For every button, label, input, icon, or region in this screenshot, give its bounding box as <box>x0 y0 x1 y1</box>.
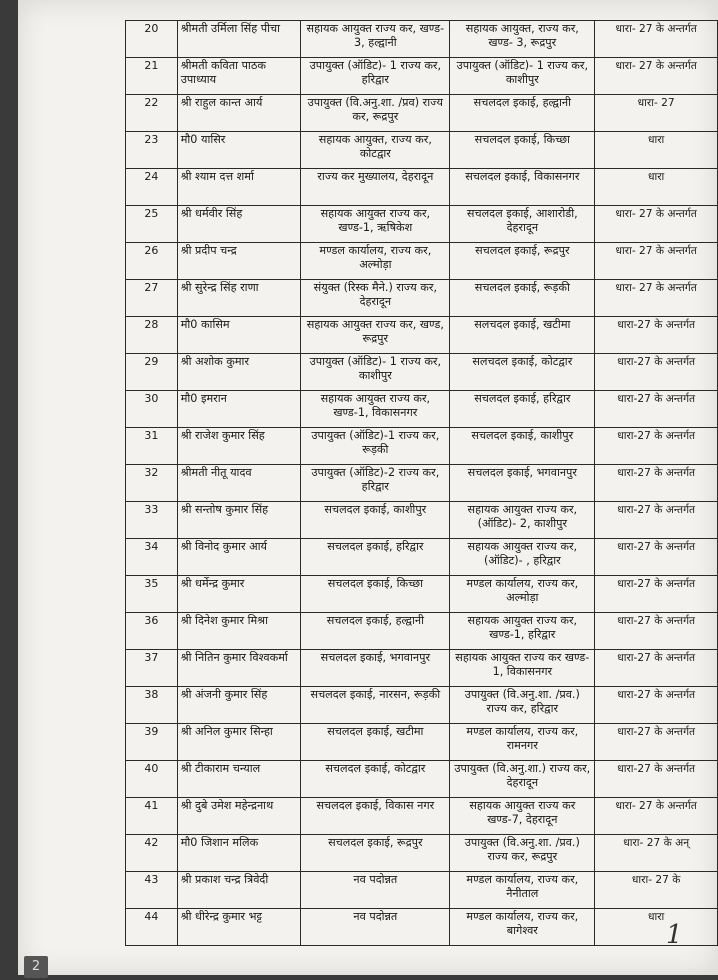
current-posting-cell: उपायुक्त (वि.अनु.शा. /प्रव) राज्य कर, रूद्रपुर <box>301 95 450 132</box>
serial-number-cell: 42 <box>126 835 178 872</box>
page-number: 2 <box>24 956 48 978</box>
current-posting-cell: मण्डल कार्यालय, राज्य कर, अल्मोड़ा <box>301 243 450 280</box>
rule-cell: धारा- 27 के अन्तर्गत <box>595 243 718 280</box>
new-posting-cell: सचलदल इकाई, विकासनगर <box>450 169 595 206</box>
new-posting-cell: सचलदल इकाई, रूड़की <box>450 280 595 317</box>
table-row <box>126 391 718 428</box>
employee-name-cell: श्री धर्मेन्द्र कुमार <box>177 576 301 613</box>
rule-cell: धारा-27 के अन्तर्गत <box>595 576 718 613</box>
new-posting-cell: सचलदल इकाई, हल्द्वानी <box>450 95 595 132</box>
current-posting-cell: सचलदल इकाई, किच्छा <box>301 576 450 613</box>
new-posting-cell: मण्डल कार्यालय, राज्य कर, बागेश्वर <box>450 909 595 946</box>
table-row <box>126 428 718 465</box>
table-row <box>126 613 718 650</box>
table-row <box>126 21 718 58</box>
current-posting-cell: नव पदोन्नत <box>301 872 450 909</box>
new-posting-cell: सहायक आयुक्त राज्य कर खण्ड-7, देहरादून <box>450 798 595 835</box>
new-posting-cell: सहायक आयुक्त राज्य कर, (ऑडिट)- 2, काशीपुर <box>450 502 595 539</box>
serial-number-cell: 23 <box>126 132 178 169</box>
transfer-table <box>125 20 718 946</box>
rule-cell: धारा-27 के अन्तर्गत <box>595 687 718 724</box>
current-posting-cell: सचलदल इकाई, भगवानपुर <box>301 650 450 687</box>
employee-name-cell: श्री दिनेश कुमार मिश्रा <box>177 613 301 650</box>
table-row <box>126 761 718 798</box>
employee-name-cell: श्री राहुल कान्त आर्य <box>177 95 301 132</box>
serial-number-cell: 36 <box>126 613 178 650</box>
employee-name-cell: श्रीमती उर्मिला सिंह पीचा <box>177 21 301 58</box>
current-posting-cell: सचलदल इकाई, हरिद्वार <box>301 539 450 576</box>
serial-number-cell: 43 <box>126 872 178 909</box>
table-row <box>126 650 718 687</box>
current-posting-cell: उपायुक्त (ऑडिट)-2 राज्य कर, हरिद्वार <box>301 465 450 502</box>
rule-cell: धारा <box>595 169 718 206</box>
rule-cell: धारा- 27 के अन्तर्गत <box>595 21 718 58</box>
transfer-table-body <box>126 21 718 946</box>
serial-number-cell: 40 <box>126 761 178 798</box>
table-row <box>126 724 718 761</box>
table-row <box>126 576 718 613</box>
current-posting-cell: उपायुक्त (ऑडिट)- 1 राज्य कर, काशीपुर <box>301 354 450 391</box>
table-row <box>126 465 718 502</box>
rule-cell: धारा-27 के अन्तर्गत <box>595 465 718 502</box>
table-row <box>126 539 718 576</box>
current-posting-cell: सहायक आयुक्त राज्य कर, खण्ड-1, ऋषिकेश <box>301 206 450 243</box>
new-posting-cell: मण्डल कार्यालय, राज्य कर, रामनगर <box>450 724 595 761</box>
employee-name-cell: श्रीमती कविता पाठक उपाध्याय <box>177 58 301 95</box>
rule-cell: धारा-27 के अन्तर्गत <box>595 428 718 465</box>
current-posting-cell: उपायुक्त (ऑडिट)-1 राज्य कर, रूड़की <box>301 428 450 465</box>
rule-cell: धारा- 27 के <box>595 872 718 909</box>
table-row <box>126 206 718 243</box>
employee-name-cell: श्री धर्मवीर सिंह <box>177 206 301 243</box>
new-posting-cell: उपायुक्त (वि.अनु.शा. /प्रव.) राज्य कर, रूद्रपुर <box>450 835 595 872</box>
new-posting-cell: सलचदल इकाई, कोटद्वार <box>450 354 595 391</box>
employee-name-cell: श्री अनिल कुमार सिन्हा <box>177 724 301 761</box>
new-posting-cell: सहायक आयुक्त, राज्य कर, खण्ड- 3, रूद्रपुर <box>450 21 595 58</box>
serial-number-cell: 33 <box>126 502 178 539</box>
serial-number-cell: 20 <box>126 21 178 58</box>
current-posting-cell: सचलदल इकाई, रूद्रपुर <box>301 835 450 872</box>
rule-cell: धारा-27 के अन्तर्गत <box>595 650 718 687</box>
new-posting-cell: सचलदल इकाई, आशारोडी, देहरादून <box>450 206 595 243</box>
current-posting-cell: सचलदल इकाई, विकास नगर <box>301 798 450 835</box>
table-row <box>126 169 718 206</box>
rule-cell: धारा-27 के अन्तर्गत <box>595 613 718 650</box>
employee-name-cell: मौ0 जिशान मलिक <box>177 835 301 872</box>
employee-name-cell: श्री श्याम दत्त शर्मा <box>177 169 301 206</box>
employee-name-cell: श्री प्रकाश चन्द्र त्रिवेदी <box>177 872 301 909</box>
table-row <box>126 132 718 169</box>
rule-cell: धारा-27 के अन्तर्गत <box>595 317 718 354</box>
serial-number-cell: 37 <box>126 650 178 687</box>
current-posting-cell: सहायक आयुक्त राज्य कर, खण्ड-1, विकासनगर <box>301 391 450 428</box>
rule-cell: धारा-27 के अन्तर्गत <box>595 724 718 761</box>
table-row <box>126 354 718 391</box>
employee-name-cell: श्री सुरेन्द्र सिंह राणा <box>177 280 301 317</box>
new-posting-cell: सचलदल इकाई, भगवानपुर <box>450 465 595 502</box>
new-posting-cell: उपायुक्त (वि.अनु.शा. /प्रव.) राज्य कर, हरिद्वार <box>450 687 595 724</box>
rule-cell: धारा- 27 के अन्तर्गत <box>595 58 718 95</box>
rule-cell: धारा-27 के अन्तर्गत <box>595 502 718 539</box>
serial-number-cell: 22 <box>126 95 178 132</box>
employee-name-cell: श्री टीकाराम चन्याल <box>177 761 301 798</box>
table-row <box>126 58 718 95</box>
table-row <box>126 317 718 354</box>
current-posting-cell: संयुक्त (रिस्क मैने.) राज्य कर, देहरादून <box>301 280 450 317</box>
rule-cell: धारा-27 के अन्तर्गत <box>595 391 718 428</box>
employee-name-cell: श्री राजेश कुमार सिंह <box>177 428 301 465</box>
serial-number-cell: 24 <box>126 169 178 206</box>
serial-number-cell: 31 <box>126 428 178 465</box>
new-posting-cell: उपायुक्त (ऑडिट)- 1 राज्य कर, काशीपुर <box>450 58 595 95</box>
table-row <box>126 909 718 946</box>
handwritten-mark: 1 <box>666 920 683 950</box>
table-row <box>126 798 718 835</box>
serial-number-cell: 29 <box>126 354 178 391</box>
rule-cell: धारा- 27 के अन्तर्गत <box>595 280 718 317</box>
serial-number-cell: 30 <box>126 391 178 428</box>
table-row <box>126 502 718 539</box>
employee-name-cell: श्री प्रदीप चन्द्र <box>177 243 301 280</box>
table-row <box>126 95 718 132</box>
employee-name-cell: श्री अंजनी कुमार सिंह <box>177 687 301 724</box>
new-posting-cell: सहायक आयुक्त राज्य कर, (ऑडिट)- , हरिद्वार <box>450 539 595 576</box>
new-posting-cell: उपायुक्त (वि.अनु.शा.) राज्य कर, देहरादून <box>450 761 595 798</box>
serial-number-cell: 44 <box>126 909 178 946</box>
new-posting-cell: सचलदल इकाई, रूद्रपुर <box>450 243 595 280</box>
rule-cell: धारा- 27 के अन्तर्गत <box>595 206 718 243</box>
employee-name-cell: मौ0 कासिम <box>177 317 301 354</box>
serial-number-cell: 27 <box>126 280 178 317</box>
serial-number-cell: 35 <box>126 576 178 613</box>
rule-cell: धारा- 27 के अन्तर्गत <box>595 798 718 835</box>
table-row <box>126 243 718 280</box>
current-posting-cell: सचलदल इकाई, हल्द्वानी <box>301 613 450 650</box>
serial-number-cell: 32 <box>126 465 178 502</box>
rule-cell: धारा <box>595 132 718 169</box>
current-posting-cell: सचलदल इकाई, नारसन, रूड़की <box>301 687 450 724</box>
table-row <box>126 280 718 317</box>
rule-cell: धारा-27 के अन्तर्गत <box>595 539 718 576</box>
new-posting-cell: सहायक आयुक्त राज्य कर खण्ड- 1, विकासनगर <box>450 650 595 687</box>
current-posting-cell: सचलदल इकाई, कोटद्वार <box>301 761 450 798</box>
new-posting-cell: मण्डल कार्यालय, राज्य कर, नैनीताल <box>450 872 595 909</box>
serial-number-cell: 25 <box>126 206 178 243</box>
employee-name-cell: श्री धीरेन्द्र कुमार भट्ट <box>177 909 301 946</box>
serial-number-cell: 39 <box>126 724 178 761</box>
employee-name-cell: श्रीमती नीतू यादव <box>177 465 301 502</box>
rule-cell: धारा <box>595 909 718 946</box>
employee-name-cell: श्री नितिन कुमार विश्वकर्मा <box>177 650 301 687</box>
serial-number-cell: 26 <box>126 243 178 280</box>
table-row <box>126 872 718 909</box>
serial-number-cell: 21 <box>126 58 178 95</box>
table-row <box>126 835 718 872</box>
employee-name-cell: मौ0 इमरान <box>177 391 301 428</box>
serial-number-cell: 28 <box>126 317 178 354</box>
new-posting-cell: मण्डल कार्यालय, राज्य कर, अल्मोड़ा <box>450 576 595 613</box>
new-posting-cell: सलचदल इकाई, खटीमा <box>450 317 595 354</box>
current-posting-cell: सहायक आयुक्त राज्य कर, खण्ड, रूद्रपुर <box>301 317 450 354</box>
employee-name-cell: श्री दुबे उमेश महेन्द्रनाथ <box>177 798 301 835</box>
employee-name-cell: श्री अशोक कुमार <box>177 354 301 391</box>
new-posting-cell: सहायक आयुक्त राज्य कर, खण्ड-1, हरिद्वार <box>450 613 595 650</box>
current-posting-cell: सहायक आयुक्त, राज्य कर, कोटद्वार <box>301 132 450 169</box>
current-posting-cell: सहायक आयुक्त राज्य कर, खण्ड- 3, हल्द्वानी <box>301 21 450 58</box>
rule-cell: धारा-27 के अन्तर्गत <box>595 761 718 798</box>
employee-name-cell: श्री सन्तोष कुमार सिंह <box>177 502 301 539</box>
new-posting-cell: सचलदल इकाई, हरिद्वार <box>450 391 595 428</box>
current-posting-cell: नव पदोन्नत <box>301 909 450 946</box>
employee-name-cell: श्री विनोद कुमार आर्य <box>177 539 301 576</box>
table-row <box>126 687 718 724</box>
serial-number-cell: 34 <box>126 539 178 576</box>
new-posting-cell: सचलदल इकाई, काशीपुर <box>450 428 595 465</box>
rule-cell: धारा- 27 के अन् <box>595 835 718 872</box>
current-posting-cell: सचलदल इकाई, खटीमा <box>301 724 450 761</box>
rule-cell: धारा-27 के अन्तर्गत <box>595 354 718 391</box>
current-posting-cell: राज्य कर मुख्यालय, देहरादून <box>301 169 450 206</box>
current-posting-cell: उपायुक्त (ऑडिट)- 1 राज्य कर, हरिद्वार <box>301 58 450 95</box>
rule-cell: धारा- 27 <box>595 95 718 132</box>
employee-name-cell: मौ0 यासिर <box>177 132 301 169</box>
document-page <box>18 0 718 975</box>
serial-number-cell: 38 <box>126 687 178 724</box>
serial-number-cell: 41 <box>126 798 178 835</box>
current-posting-cell: सचलदल इकाई, काशीपुर <box>301 502 450 539</box>
new-posting-cell: सचलदल इकाई, किच्छा <box>450 132 595 169</box>
